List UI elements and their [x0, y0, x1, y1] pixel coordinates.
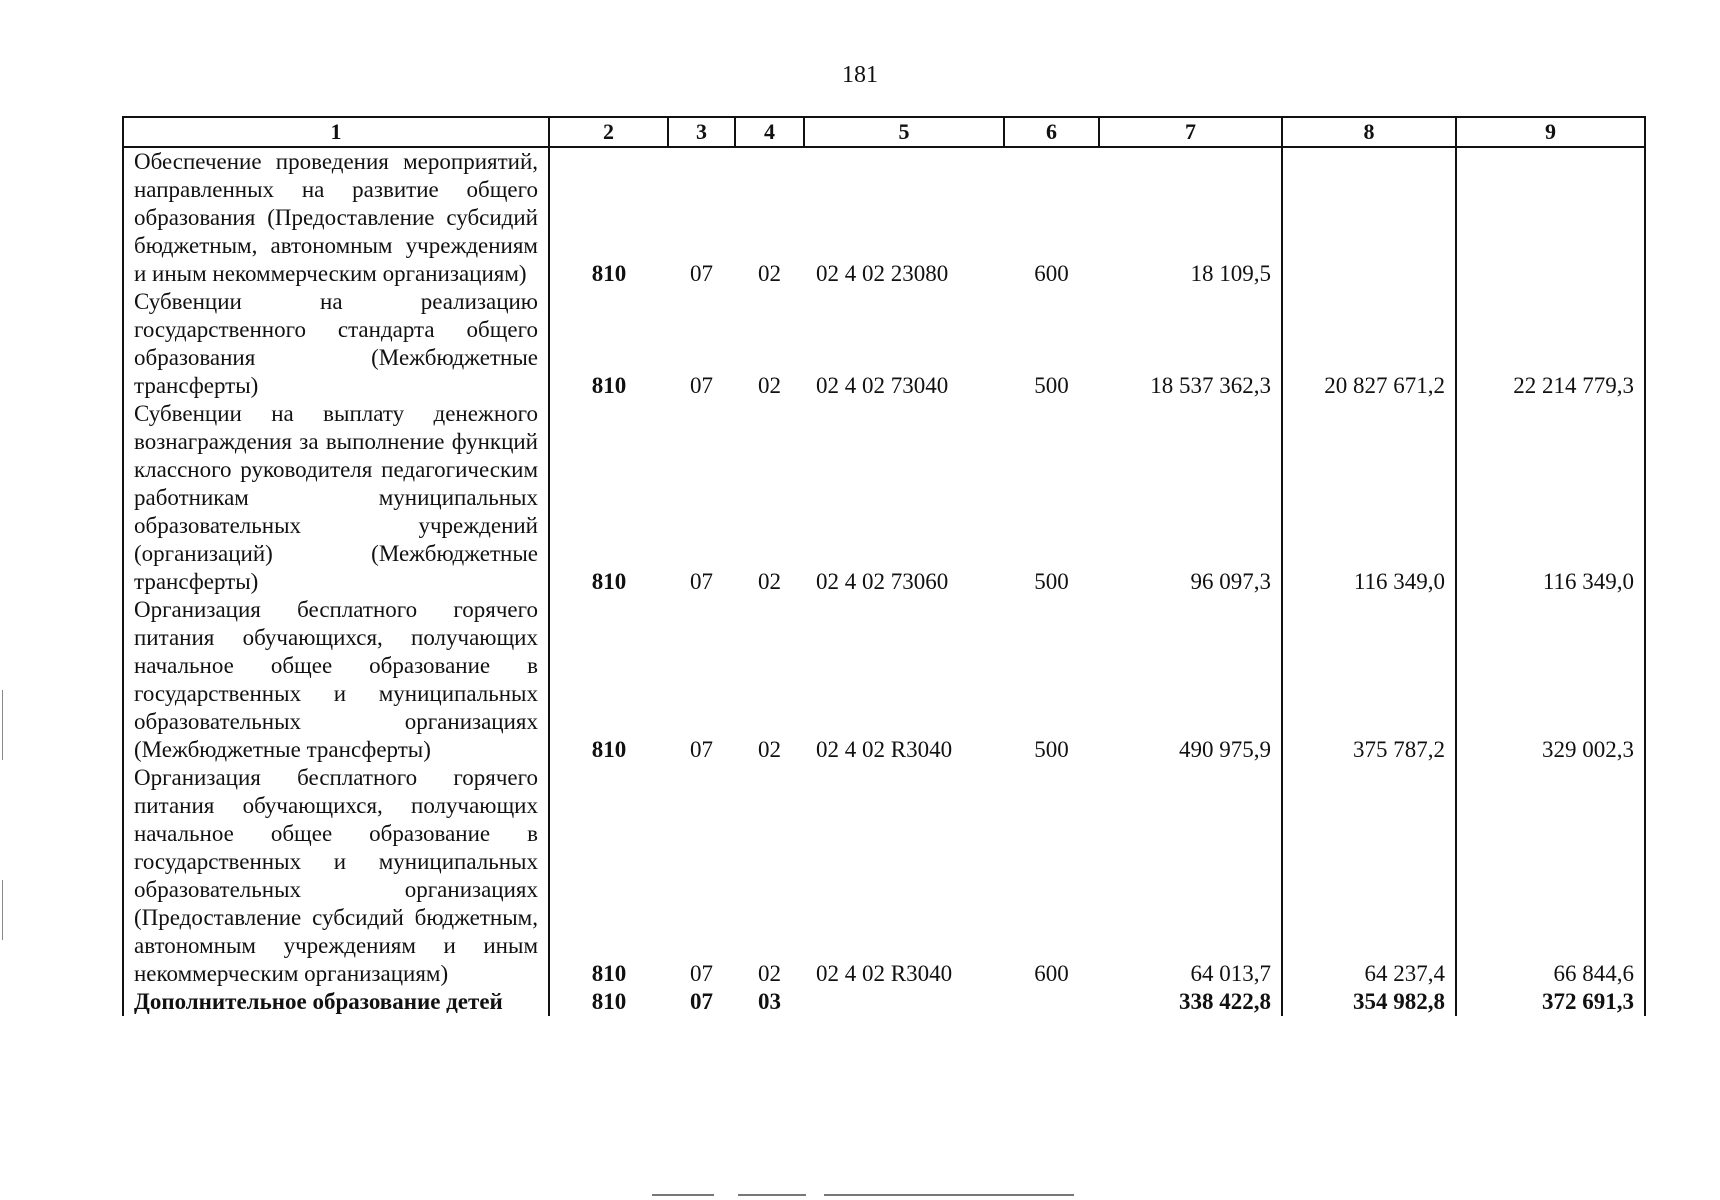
- budget-table-sheet: [122, 116, 1644, 1106]
- cell-amount-year-3: 372 691,3: [1456, 988, 1645, 1016]
- cell-target-article: 02 4 02 73060: [816, 569, 949, 594]
- page-number: 181: [842, 62, 878, 88]
- scan-edge-mark-left: [2, 690, 3, 760]
- cell-target-article: 02 4 02 23080: [816, 261, 949, 286]
- row-description: Обеспечение проведения мероприятий, направленных на развитие общего образования (Предоставление субсидий бюджетным, автономным учреждениям и иным некоммерческим организациям): [123, 147, 549, 288]
- scan-mark-bottom-3: [824, 1194, 1074, 1196]
- cell-amount-year-3: 22 214 779,3: [1456, 288, 1645, 400]
- cell-section: 07: [690, 373, 713, 398]
- cell-target-article: 02 4 02 R3040: [816, 737, 953, 762]
- cell-amount-year-1: 338 422,8: [1099, 988, 1282, 1016]
- row-description: Организация бесплатного горячего питания обучающихся, получающих начальное общее образование в государственных и муниципальных образовательных организациях (Предоставление субсидий бюджетным, автономным учреждениям и иным некоммерческим организациям): [123, 764, 549, 988]
- cell-expense-type: 600: [1034, 961, 1069, 986]
- cell-subsection: 02: [758, 569, 781, 594]
- table-row: [123, 147, 1645, 288]
- table-body: [123, 147, 1645, 1016]
- cell-section: 07: [690, 961, 713, 986]
- table-header: [123, 117, 1645, 147]
- cell-amount-year-2: 375 787,2: [1282, 596, 1456, 764]
- cell-amount-year-3: 66 844,6: [1456, 764, 1645, 988]
- cell-expense-type: 500: [1034, 737, 1069, 762]
- cell-target-article: 02 4 02 73040: [816, 373, 949, 398]
- cell-amount-year-3: 116 349,0: [1456, 400, 1645, 596]
- cell-expense-type: 500: [1034, 569, 1069, 594]
- cell-subsection: 02: [758, 737, 781, 762]
- cell-expense-type: 500: [1034, 373, 1069, 398]
- cell-expense-type: [1004, 988, 1099, 1016]
- scan-mark-bottom-2: [738, 1194, 806, 1196]
- cell-ministry-code: 810: [591, 961, 627, 986]
- cell-target-article: [804, 988, 1004, 1016]
- cell-ministry-code: 810: [591, 569, 627, 594]
- table-row: [123, 596, 1645, 764]
- row-description: Организация бесплатного горячего питания обучающихся, получающих начальное общее образование в государственных и муниципальных образовательных организациях (Межбюджетные трансферты): [123, 596, 549, 764]
- cell-subsection: 02: [758, 261, 781, 286]
- cell-amount-year-1: 18 109,5: [1099, 147, 1282, 288]
- column-header-5: 5: [804, 117, 1004, 147]
- row-description: Субвенции на выплату денежного вознаграждения за выполнение функций классного руководителя педагогическим работникам муниципальных образовательных учреждений (организаций) (Межбюджетные трансферты): [123, 400, 549, 596]
- cell-ministry-code: 810: [591, 373, 627, 398]
- column-header-2: 2: [549, 117, 668, 147]
- cell-amount-year-2: 354 982,8: [1282, 988, 1456, 1016]
- budget-table: [122, 116, 1646, 1016]
- cell-amount-year-1: 490 975,9: [1099, 596, 1282, 764]
- cell-amount-year-3: [1456, 147, 1645, 288]
- cell-section: 07: [690, 569, 713, 594]
- cell-subsection: 03: [758, 989, 781, 1014]
- column-header-9: 9: [1456, 117, 1645, 147]
- cell-amount-year-1: 64 013,7: [1099, 764, 1282, 988]
- cell-ministry-code: 810: [591, 261, 627, 286]
- column-header-8: 8: [1282, 117, 1456, 147]
- scan-mark-bottom-1: [652, 1194, 714, 1196]
- row-description: Субвенции на реализацию государственного стандарта общего образования (Межбюджетные трансферты): [123, 288, 549, 400]
- column-header-6: 6: [1004, 117, 1099, 147]
- table-row: [123, 400, 1645, 596]
- column-header-7: 7: [1099, 117, 1282, 147]
- column-header-4: 4: [735, 117, 804, 147]
- cell-amount-year-2: 20 827 671,2: [1282, 288, 1456, 400]
- cell-ministry-code: 810: [591, 989, 627, 1014]
- table-row: [123, 288, 1645, 400]
- cell-ministry-code: 810: [591, 737, 627, 762]
- cell-amount-year-2: [1282, 147, 1456, 288]
- cell-section: 07: [690, 737, 713, 762]
- cell-section: 07: [690, 261, 713, 286]
- cell-amount-year-1: 96 097,3: [1099, 400, 1282, 596]
- column-header-3: 3: [668, 117, 735, 147]
- cell-subsection: 02: [758, 961, 781, 986]
- cell-target-article: 02 4 02 R3040: [816, 961, 953, 986]
- cell-section: 07: [690, 989, 713, 1014]
- cell-amount-year-2: 116 349,0: [1282, 400, 1456, 596]
- column-header-1: 1: [123, 117, 549, 147]
- row-description: Дополнительное образование детей: [123, 988, 549, 1016]
- cell-amount-year-1: 18 537 362,3: [1099, 288, 1282, 400]
- cell-amount-year-3: 329 002,3: [1456, 596, 1645, 764]
- table-row-section-total: [123, 988, 1645, 1016]
- table-row: [123, 764, 1645, 988]
- cell-expense-type: 600: [1034, 261, 1069, 286]
- cell-subsection: 02: [758, 373, 781, 398]
- scan-edge-mark-left: [2, 880, 3, 940]
- cell-amount-year-2: 64 237,4: [1282, 764, 1456, 988]
